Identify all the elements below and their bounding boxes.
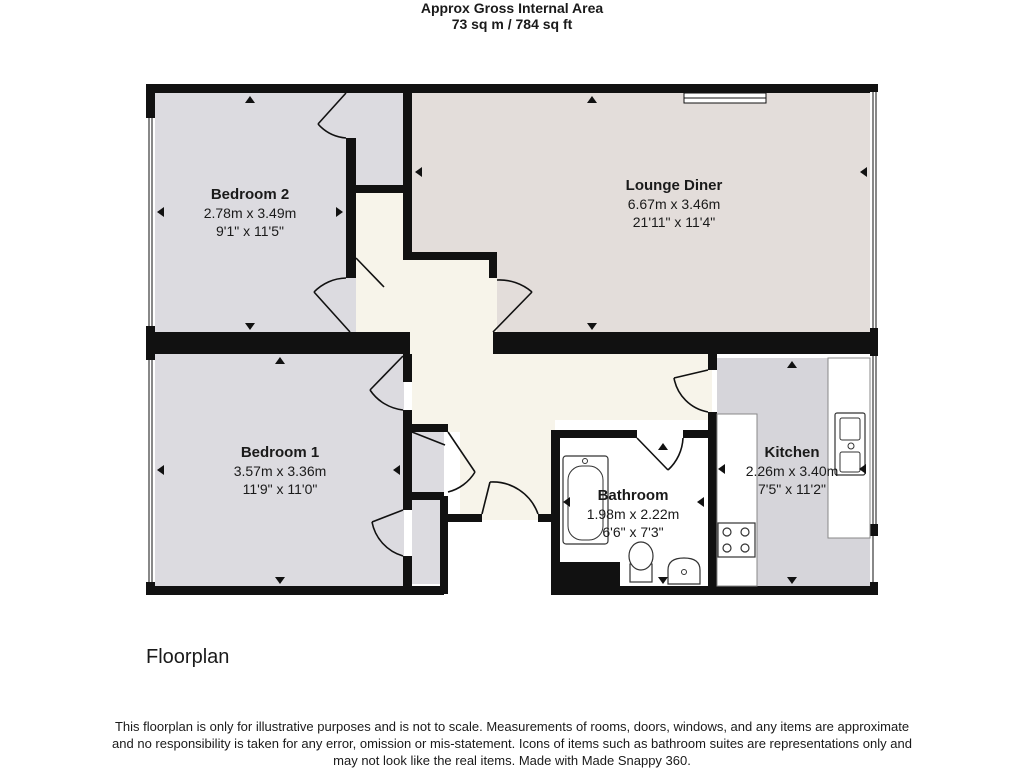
cupboard-floor (412, 432, 444, 584)
disclaimer-line3: may not look like the real items. Made with Made Snappy 360. (333, 753, 691, 768)
bedroom2-metric: 2.78m x 3.49m (203, 205, 297, 221)
closet-floor (356, 93, 403, 185)
disclaimer-line2: and no responsibility is taken for any error, omission or mis-statement. Icons of items such as bathroom suites are representations only and (112, 736, 912, 751)
disclaimer-line1: This floorplan is only for illustrative purposes and is not to scale. Measurements of rooms, doors, windows, and any items are approximate (114, 719, 910, 734)
kitchen-name: Kitchen (764, 444, 820, 461)
toilet-icon (629, 542, 653, 582)
kitchen-label (746, 444, 839, 498)
vent-icon (684, 93, 766, 103)
bathroom-name: Bathroom (597, 487, 669, 504)
lounge-label (626, 177, 723, 231)
bedroom1-name: Bedroom 1 (240, 444, 320, 461)
hob-icon (718, 523, 755, 557)
bedroom1-metric: 3.57m x 3.36m (233, 463, 327, 479)
kitchen-imperial: 7'5" x 11'2" (758, 481, 826, 497)
bedroom1-label (234, 444, 327, 498)
sink-icon (835, 413, 865, 475)
lounge-metric: 6.67m x 3.46m (627, 196, 721, 212)
kitchen-counter-left (717, 414, 757, 586)
bedroom2-label (204, 186, 297, 240)
bedroom2-name: Bedroom 2 (210, 186, 290, 203)
bathroom-imperial: 6'6" x 7'3" (602, 524, 664, 540)
lounge-imperial: 21'11" x 11'4" (632, 214, 716, 230)
area-title-line1: Approx Gross Internal Area (420, 0, 604, 16)
bedroom2-imperial: 9'1" x 11'5" (216, 223, 284, 239)
bedroom1-imperial: 11'9" x 11'0" (242, 481, 318, 497)
kitchen-metric: 2.26m x 3.40m (745, 463, 839, 479)
basin-icon (668, 558, 700, 584)
lounge-name: Lounge Diner (625, 177, 723, 194)
disclaimer (62, 718, 962, 769)
floor-label: Floorplan (146, 646, 230, 668)
bathroom-label (587, 487, 680, 541)
area-title-line2: 73 sq m / 784 sq ft (451, 16, 573, 32)
bathroom-metric: 1.98m x 2.22m (586, 506, 680, 522)
